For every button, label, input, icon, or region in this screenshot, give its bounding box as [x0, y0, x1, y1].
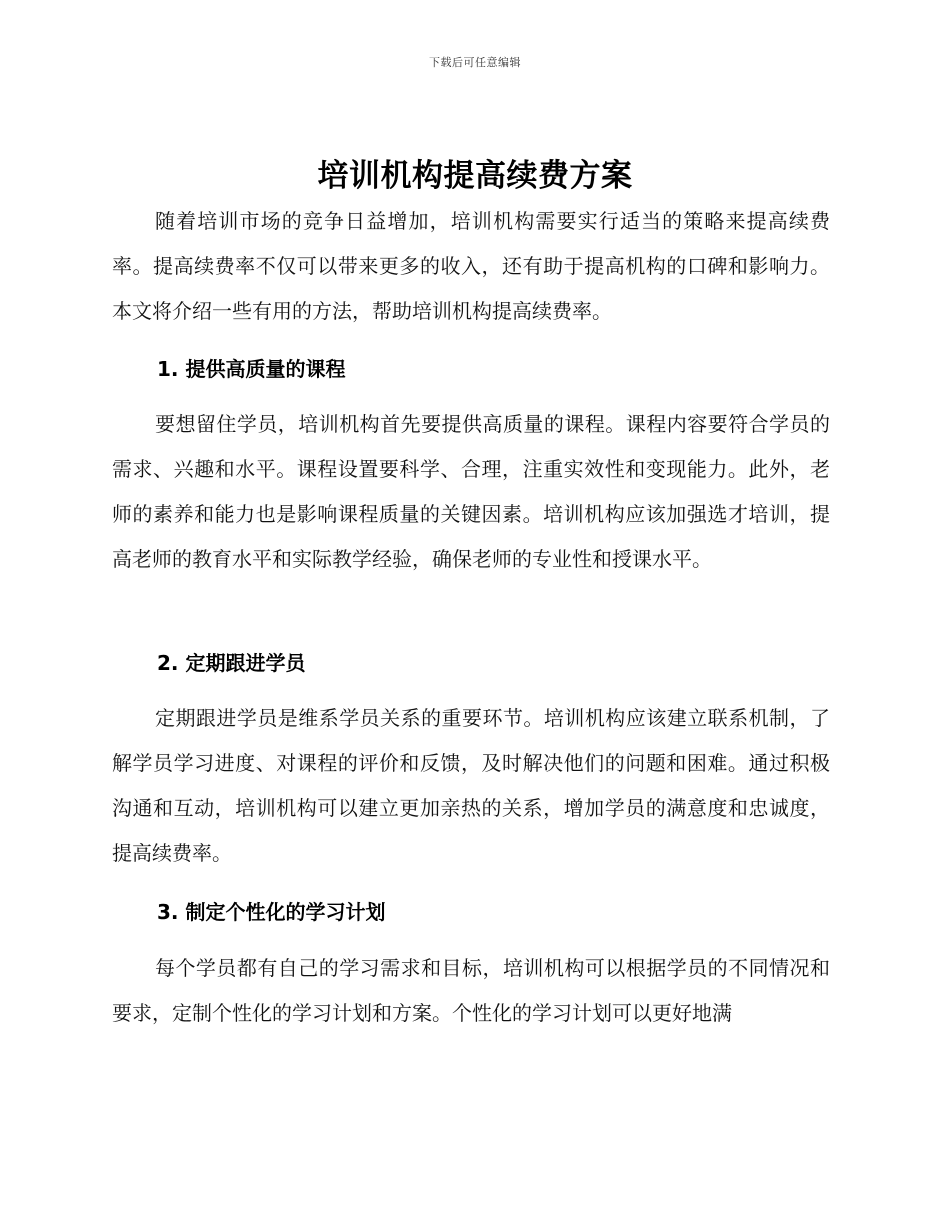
document-title: 培训机构提高续费方案 — [317, 158, 633, 194]
section-heading-1: 1. 提供高质量的课程 — [157, 357, 346, 381]
section-heading-2: 2. 定期跟进学员 — [157, 651, 306, 675]
section-body-2: 定期跟进学员是维系学员关系的重要环节。培训机构应该建立联系机制，了解学员学习进度、对课程的评价和反馈，及时解决他们的问题和困难。通过积极沟通和互动，培训机构可以建立更加亲热的关系，增加学员的满意度和忠诚度，提高续费率。 — [112, 706, 830, 865]
section-heading-3: 3. 制定个性化的学习计划 — [157, 900, 386, 924]
header-note: 下载后可任意编辑 — [429, 56, 521, 69]
intro-paragraph: 随着培训市场的竞争日益增加，培训机构需要实行适当的策略来提高续费率。提高续费率不仅可以带来更多的收入，还有助于提高机构的口碑和影响力。本文将介绍一些有用的方法，帮助培训机构提高续费率。 — [112, 209, 830, 323]
section-body-3: 每个学员都有自己的学习需求和目标，培训机构可以根据学员的不同情况和要求，定制个性化的学习计划和方案。个性化的学习计划可以更好地满 — [112, 956, 830, 1025]
section-body-1: 要想留住学员，培训机构首先要提供高质量的课程。课程内容要符合学员的需求、兴趣和水平。课程设置要科学、合理，注重实效性和变现能力。此外，老师的素养和能力也是影响课程质量的关键因素。培训机构应该加强选才培训，提高老师的教育水平和实际教学经验，确保老师的专业性和授课水平。 — [112, 412, 830, 571]
